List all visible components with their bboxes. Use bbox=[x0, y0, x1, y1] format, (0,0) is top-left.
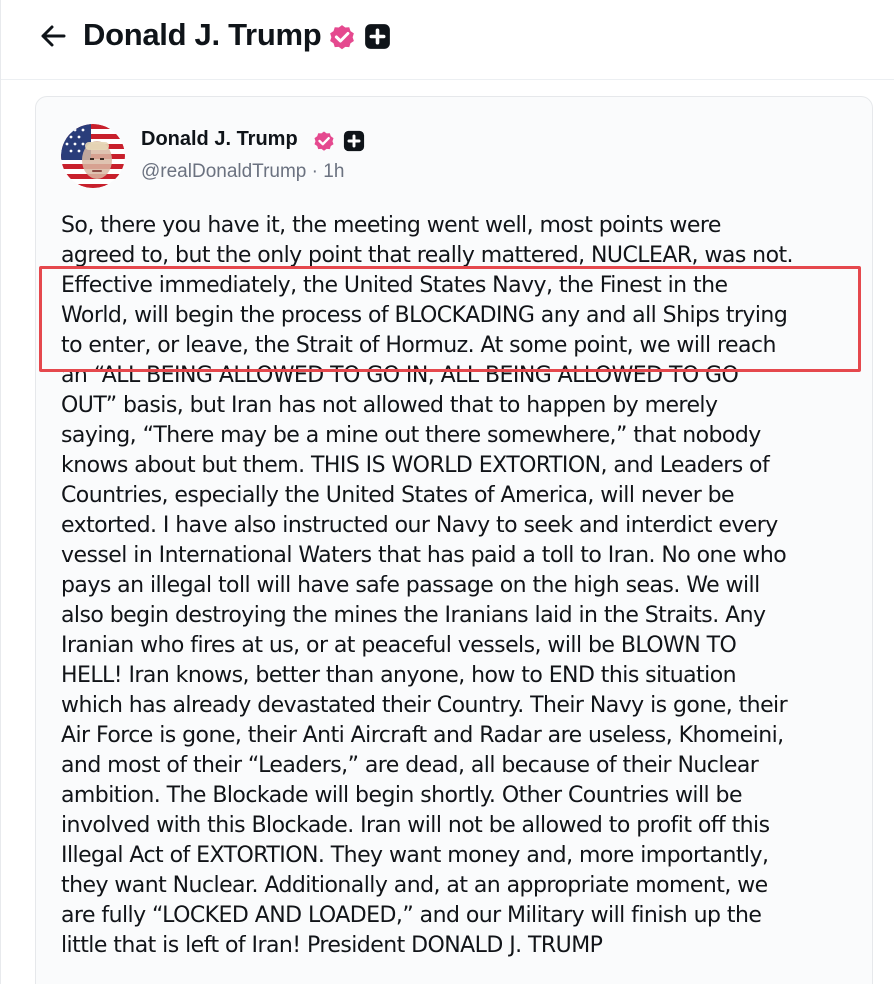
author-handle[interactable]: @realDonaldTrump bbox=[141, 161, 307, 182]
handle-line bbox=[141, 161, 344, 183]
arrow-left-icon bbox=[39, 22, 67, 50]
page-header bbox=[1, 0, 894, 80]
back-button[interactable] bbox=[37, 20, 69, 52]
page-title: Donald J. Trump bbox=[83, 17, 322, 52]
post-time[interactable]: 1h bbox=[323, 161, 345, 182]
avatar-image bbox=[61, 124, 125, 188]
meta-separator: · bbox=[311, 161, 318, 182]
verified-badge-icon bbox=[327, 22, 357, 52]
avatar[interactable] bbox=[61, 124, 125, 188]
post-body: So, there you have it, the meeting went well, most points were agreed to, but the only point that really mattered, NUCLEAR, was not. Effective immediately, the United States Navy, the Finest in the World, will begin the process of BLOCKADING any and all Ships trying to enter, or leave, the Strait of Hormuz. At some point, we will reach an “ALL BEING ALLOWED TO GO IN, ALL BEING ALLOWED TO GO OUT” basis, but Iran has not allowed that to happen by merely saying, “There may be a mine out there somewhere,” that nobody knows about but them. THIS IS WORLD EXTORTION, and Leaders of Countries, especially the United States of America, will never be extorted. I have also instructed our Navy to seek and interdict every vessel in International Waters that has paid a toll to Iran. No one who pays an illegal toll will have safe passage on the high seas. We will also begin destroying the mines the Iranians laid in the Straits. Any Iranian who fires at us, or at peaceful vessels, will be BLOWN TO HELL! Iran knows, better than anyone, how to END this situation which has already devastated their Country. Their Navy is gone, their Air Force is gone, their Anti Aircraft and Radar are useless, Khomeini, and most of their “Leaders,” are dead, all because of their Nuclear ambition. The Blockade will begin shortly. Other Countries will be involved with this Blockade. Iran will not be allowed to profit off this Illegal Act of EXTORTION. They want money and, more importantly, they want Nuclear. Additionally and, at an appropriate moment, we are fully “LOCKED AND LOADED,” and our Military will finish up the little that is left of Iran! President DONALD J. TRUMP bbox=[61, 213, 793, 958]
author-name[interactable]: Donald J. Trump bbox=[141, 128, 298, 150]
verified-badge-icon bbox=[312, 129, 336, 153]
post-card[interactable] bbox=[35, 96, 873, 984]
plus-badge-icon bbox=[343, 130, 365, 152]
plus-badge-icon bbox=[364, 23, 391, 50]
